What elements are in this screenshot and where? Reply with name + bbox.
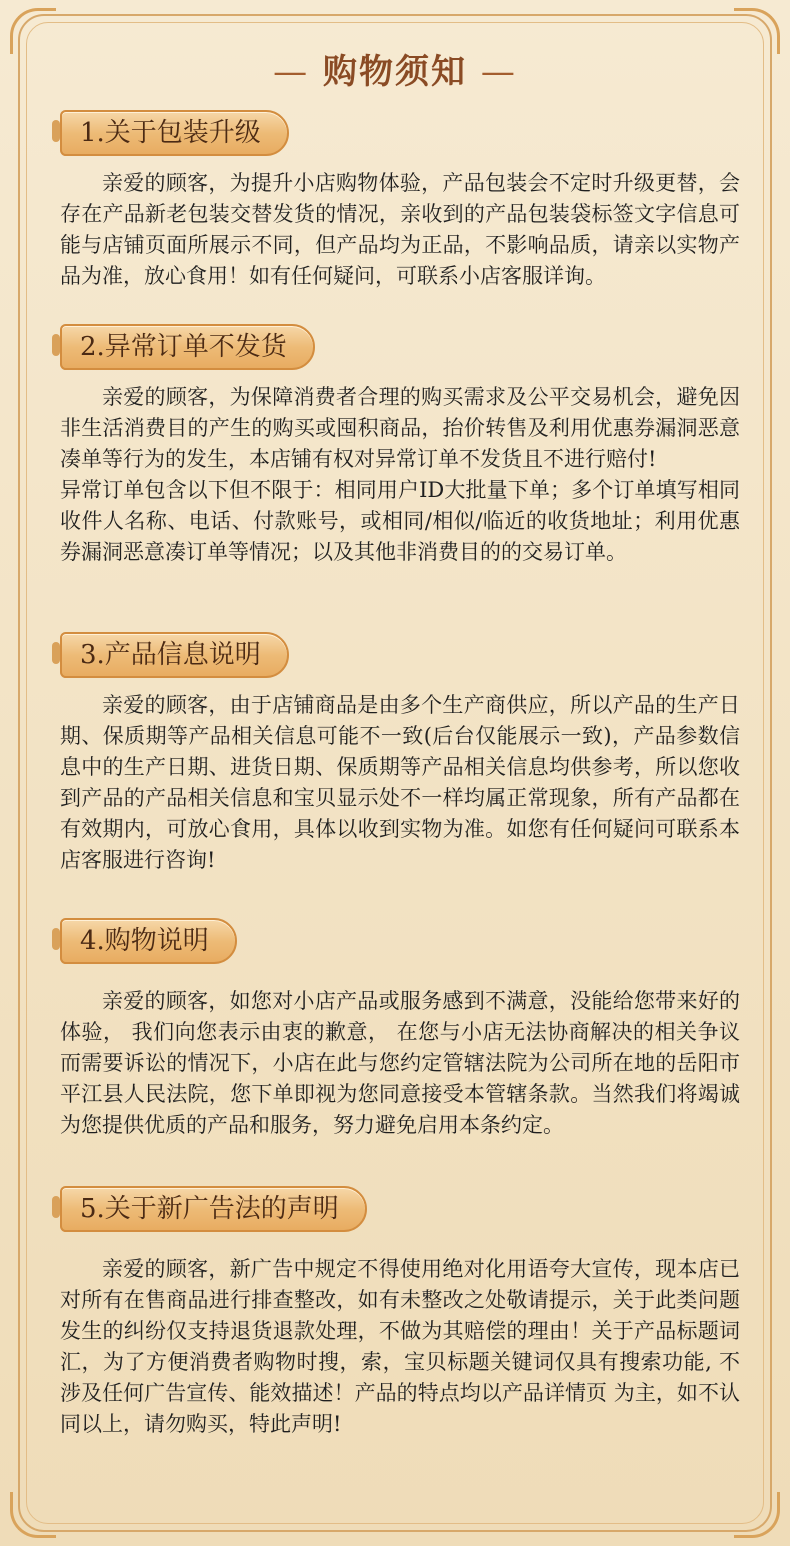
section-paragraph: 亲爱的顾客，如您对小店产品或服务感到不满意，没能给您带来好的体验， 我们向您表示由衷的歉意， 在您与小店无法协商解决的相关争议而需要诉讼的情况下，小店在此与您约定管辖法院为公司所在地的岳阳市平江县人民法院，您下单即视为您同意接受本管辖条款。当然我们将竭诚为您提供优质的产品和服务，努力避免启用本条约定。 — [60, 989, 740, 1137]
title-dash-right: — — [480, 52, 517, 92]
page-title — [0, 44, 790, 93]
section-heading: 4.购物说明 — [60, 918, 237, 964]
section-advertising-law — [60, 1186, 740, 1440]
section-paragraph: 异常订单包含以下但不限于：相同用户ID大批量下单；多个订单填写相同收件人名称、电话、付款账号，或相同/相似/临近的收货地址；利用优惠券漏洞恶意凑订单等情况；以及其他非消费目的的交易订单。 — [60, 478, 740, 564]
section-paragraph: 亲爱的顾客，为保障消费者合理的购买需求及公平交易机会，避免因非生活消费目的产生的购买或囤积商品，抬价转售及利用优惠券漏洞恶意凑单等行为的发生，本店铺有权对异常订单不发货且不进行赔付! — [60, 385, 740, 471]
section-product-info — [60, 632, 740, 876]
title-dash-left: — — [273, 52, 310, 92]
corner-ornament-bottom-right-icon — [734, 1492, 780, 1538]
corner-ornament-bottom-left-icon — [10, 1492, 56, 1538]
section-paragraph: 亲爱的顾客，新广告中规定不得使用绝对化用语夸大宣传，现本店已对所有在售商品进行排查整改，如有未整改之处敬请提示，关于此类问题发生的纠纷仅支持退货退款处理，不做为其赔偿的理由！关于产品标题词汇，为了方便消费者购物时搜，索，宝贝标题关键词仅具有搜索功能, 不涉及任何广告宣传、能效描述！产品的特点均以产品详情页 为主，如不认同以上，请勿购买，特此声明! — [60, 1257, 740, 1436]
section-shopping-notes — [60, 918, 740, 1141]
section-heading: 3.产品信息说明 — [60, 632, 289, 678]
section-heading: 5.关于新广告法的声明 — [60, 1186, 367, 1232]
section-abnormal-orders — [60, 324, 740, 568]
section-paragraph: 亲爱的顾客，由于店铺商品是由多个生产商供应，所以产品的生产日期、保质期等产品相关信息可能不一致(后台仅能展示一致)，产品参数信息中的生产日期、进货日期、保质期等产品相关信息均供参考，所以您收到产品的产品相关信息和宝贝显示处不一样均属正常现象，所有产品都在有效期内，可放心食用，具体以收到实物为准。如您有任何疑问可联系本店客服进行咨询! — [60, 693, 740, 872]
section-paragraph: 亲爱的顾客，为提升小店购物体验，产品包装会不定时升级更替，会存在产品新老包装交替发货的情况，亲收到的产品包装袋标签文字信息可能与店铺页面所展示不同，但产品均为正品，不影响品质，请亲以实物产品为准，放心食用！如有任何疑问，可联系小店客服详询。 — [60, 171, 740, 288]
section-heading: 1.关于包装升级 — [60, 110, 289, 156]
section-packaging-upgrade — [60, 110, 740, 292]
page-title-text: 购物须知 — [323, 52, 467, 92]
section-heading: 2.异常订单不发货 — [60, 324, 315, 370]
